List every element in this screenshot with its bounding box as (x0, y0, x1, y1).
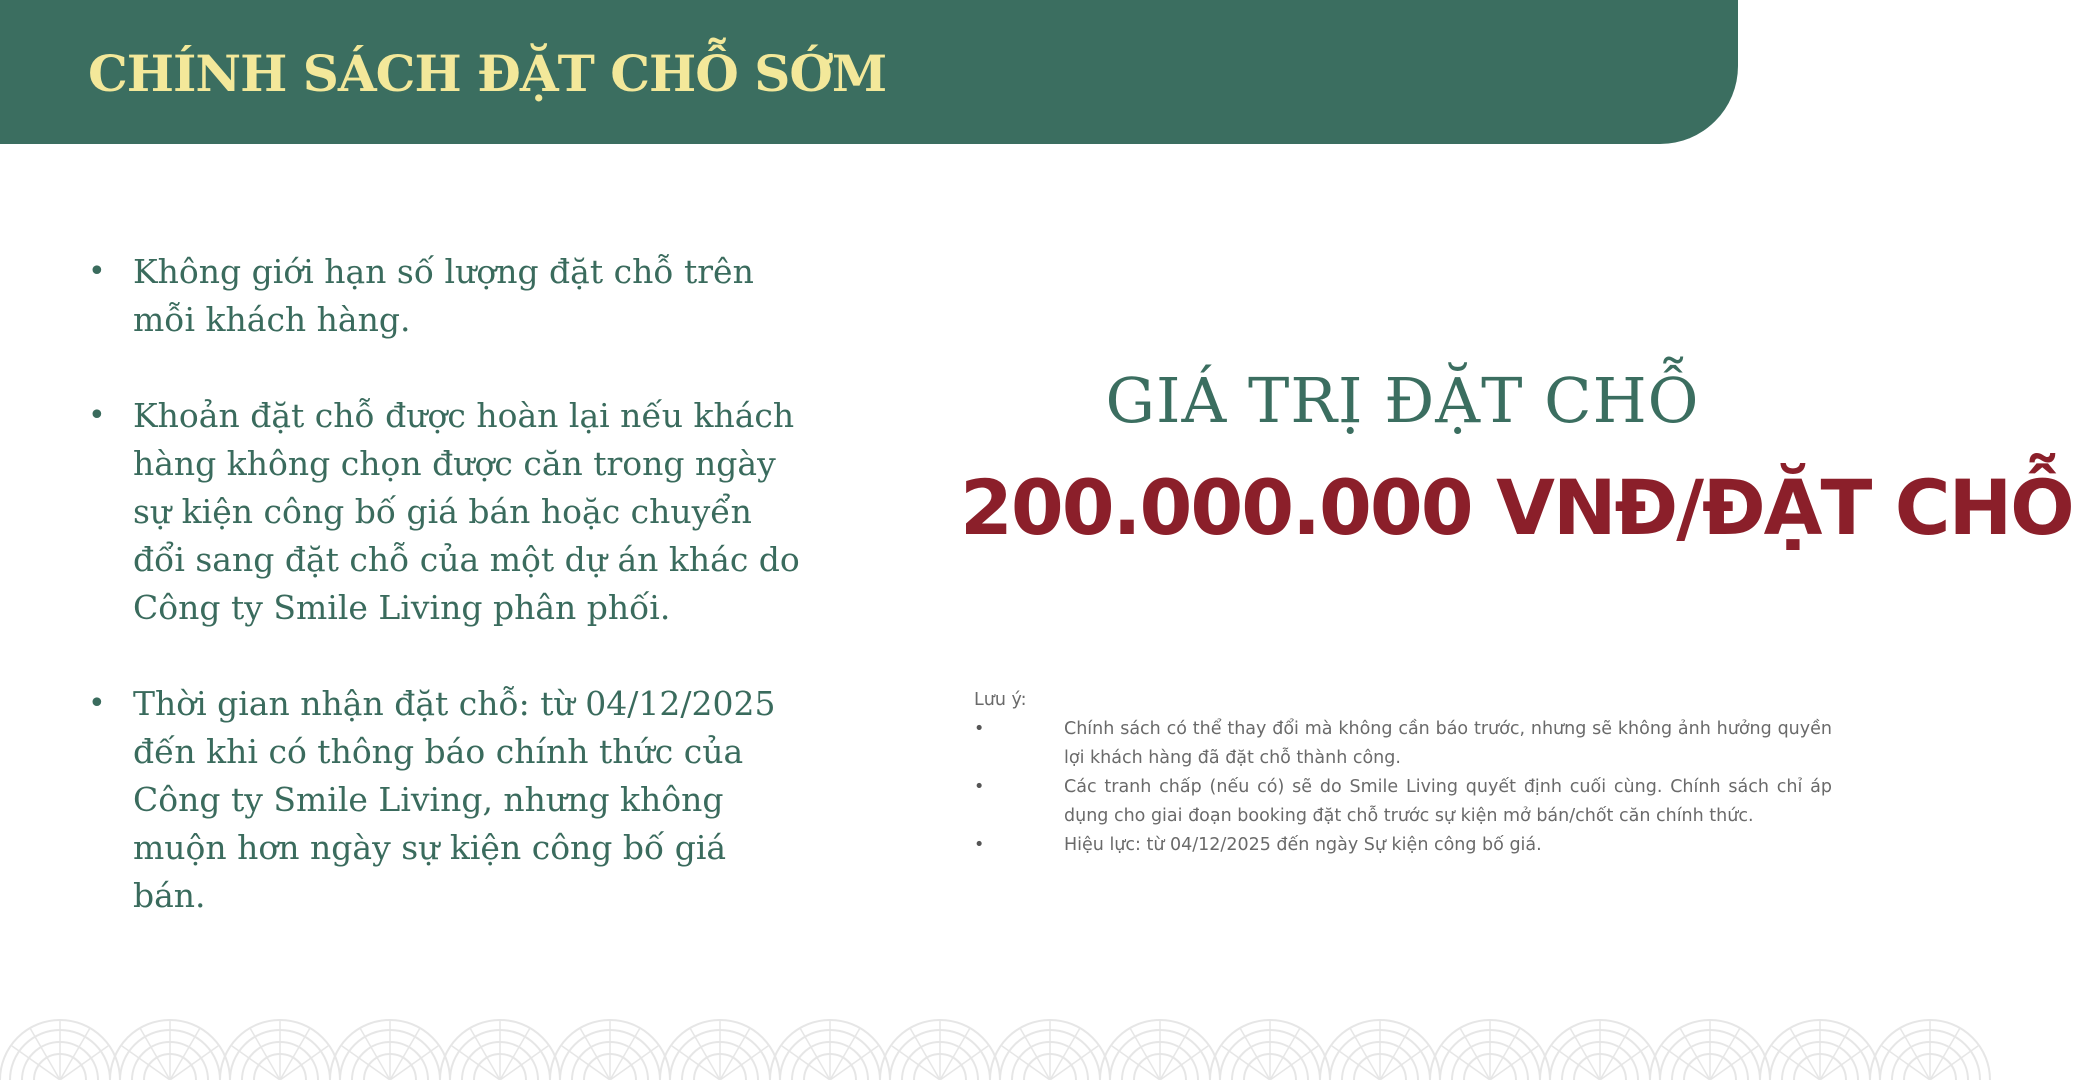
fan-ornament (990, 1020, 1110, 1080)
booking-value-amount: 200.000.000 VNĐ/ĐẶT CHỖ (960, 463, 2073, 552)
fan-ornament (880, 1020, 1000, 1080)
page-title: CHÍNH SÁCH ĐẶT CHỖ SỚM (88, 44, 887, 103)
note-item: • Các tranh chấp (nếu có) sẽ do Smile Living quyết định cuối cùng. Chính sách chỉ áp dụng cho giai đoạn booking đặt chỗ trước sự kiện mở bán/chốt căn chính thức. (974, 773, 1832, 831)
fan-ornament (770, 1020, 890, 1080)
fan-ornament (1320, 1020, 1440, 1080)
decorative-fan-pattern (0, 968, 1920, 1080)
note-item: • Hiệu lực: từ 04/12/2025 đến ngày Sự kiện công bố giá. (974, 831, 1832, 860)
fan-ornament (1100, 1020, 1220, 1080)
fan-ornament (1540, 1020, 1660, 1080)
fan-ornament (220, 1020, 340, 1080)
fan-ornament (1650, 1020, 1770, 1080)
fan-ornament (1210, 1020, 1330, 1080)
notes-label: Lưu ý: (974, 690, 1027, 710)
fan-ornament (0, 1020, 120, 1080)
policy-list (88, 248, 808, 968)
policy-item: • Khoản đặt chỗ được hoàn lại nếu khách hàng không chọn được căn trong ngày sự kiện công bố giá bán hoặc chuyển đổi sang đặt chỗ của một dự án khác do Công ty Smile Living phân phối. (88, 392, 808, 632)
fan-ornament (1760, 1020, 1880, 1080)
note-item: • Chính sách có thể thay đổi mà không cần báo trước, nhưng sẽ không ảnh hưởng quyền lợi khách hàng đã đặt chỗ thành công. (974, 715, 1832, 773)
policy-item: • Không giới hạn số lượng đặt chỗ trên mỗi khách hàng. (88, 248, 808, 344)
notes-section (974, 686, 1832, 860)
fan-ornament (440, 1020, 560, 1080)
fan-ornament (110, 1020, 230, 1080)
notes-list (974, 715, 1832, 860)
booking-value-heading: GIÁ TRỊ ĐẶT CHỖ (1105, 364, 1700, 437)
fan-ornament (1870, 1020, 1990, 1080)
fan-ornament (550, 1020, 670, 1080)
policy-item: • Thời gian nhận đặt chỗ: từ 04/12/2025 đến khi có thông báo chính thức của Công ty Smile Living, nhưng không muộn hơn ngày sự kiện công bố giá bán. (88, 680, 808, 920)
fan-ornament (1430, 1020, 1550, 1080)
fan-ornament (330, 1020, 450, 1080)
booking-value-block (960, 358, 2073, 558)
fan-ornament (660, 1020, 780, 1080)
